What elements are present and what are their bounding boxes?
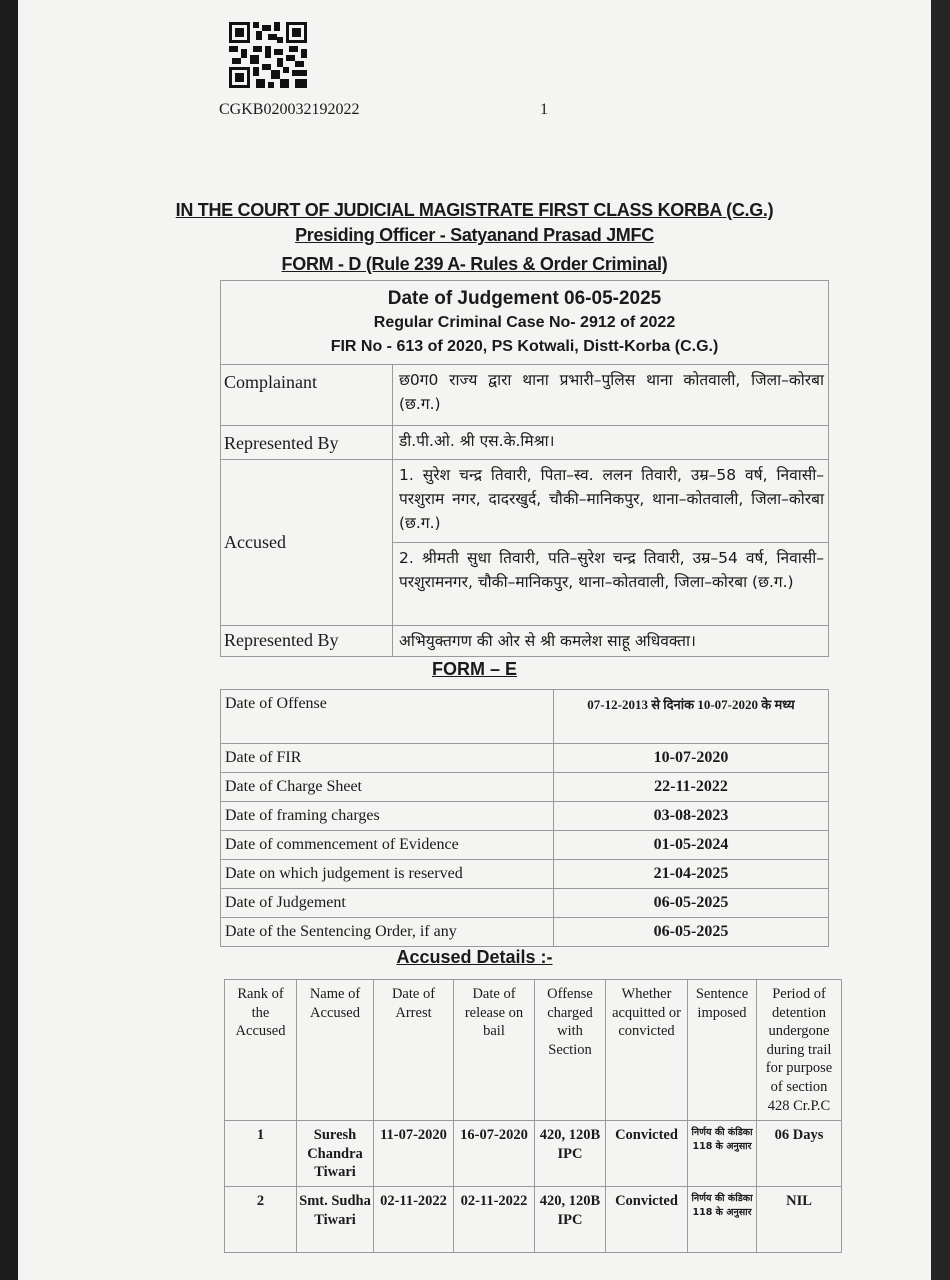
- form-e-label: Date of the Sentencing Order, if any: [221, 918, 554, 947]
- represented-by-value: डी.पी.ओ. श्री एस.के.मिश्रा।: [393, 426, 829, 460]
- table-cell: Convicted: [606, 1187, 688, 1253]
- accused-1: 1. सुरेश चन्द्र तिवारी, पिता–स्व. ललन तिवारी, उम्र–58 वर्ष, निवासी–परशुराम नगर, दादरखुर्द, चौकी–मानिकपुर, थाना–कोतवाली, जिला–कोरबा (छ.ग.): [393, 460, 829, 543]
- form-e-label: Date on which judgement is reserved: [221, 860, 554, 889]
- qr-code-icon: [229, 22, 307, 88]
- column-header: Sentence imposed: [688, 980, 757, 1121]
- accused-represented-by-value: अभियुक्तगण की ओर से श्री कमलेश साहू अधिवक्ता।: [393, 626, 829, 657]
- table-row: [221, 918, 829, 947]
- fir-number: FIR No - 613 of 2020, PS Kotwali, Distt-Korba (C.G.): [330, 338, 719, 355]
- form-e-value: 10-07-2020: [554, 744, 829, 773]
- form-e-label: Date of Charge Sheet: [221, 773, 554, 802]
- table-row: [221, 802, 829, 831]
- form-e-label: Date of Judgement: [221, 889, 554, 918]
- table-row: [225, 1187, 842, 1253]
- table-row: [221, 860, 829, 889]
- table-cell: 06 Days: [757, 1121, 842, 1187]
- column-header: Rank of the Accused: [225, 980, 297, 1121]
- table-cell: 16-07-2020: [454, 1121, 535, 1187]
- case-details-table: [220, 280, 829, 657]
- represented-by-label: Represented By: [221, 426, 393, 460]
- form-d-title: FORM - D (Rule 239 A- Rules & Order Criminal): [281, 254, 668, 274]
- form-e-label: Date of commencement of Evidence: [221, 831, 554, 860]
- accused-represented-by-label: Represented By: [221, 626, 393, 657]
- table-header-row: [225, 980, 842, 1121]
- column-header: Date of Arrest: [374, 980, 454, 1121]
- table-cell: Convicted: [606, 1121, 688, 1187]
- column-header: Period of detention undergone during trail for purpose of section 428 Cr.P.C: [757, 980, 842, 1121]
- accused-details-table: [224, 979, 842, 1253]
- form-e-label: Date of Offense: [221, 690, 554, 744]
- form-e-value: 21-04-2025: [554, 860, 829, 889]
- column-header: Name of Accused: [297, 980, 374, 1121]
- accused-2: 2. श्रीमती सुधा तिवारी, पति–सुरेश चन्द्र तिवारी, उम्र–54 वर्ष, निवासी–परशुरामनगर, चौकी–मानिकपुर, थाना–कोतवाली, जिला–कोरबा (छ.ग.): [393, 543, 829, 626]
- form-e-value: 06-05-2025: [554, 918, 829, 947]
- form-e-label: Date of framing charges: [221, 802, 554, 831]
- right-edge-strip: [931, 0, 950, 1280]
- accused-details-title: Accused Details :-: [396, 947, 553, 967]
- document-page: [18, 0, 931, 1280]
- form-e-value: 06-05-2025: [554, 889, 829, 918]
- case-number: Regular Criminal Case No- 2912 of 2022: [373, 314, 676, 331]
- accused-label: Accused: [221, 460, 393, 626]
- table-cell: निर्णय की कंडिका 118 के अनुसार: [688, 1187, 757, 1253]
- table-cell: Smt. Sudha Tiwari: [297, 1187, 374, 1253]
- table-cell: 2: [225, 1187, 297, 1253]
- presiding-officer: Presiding Officer - Satyanand Prasad JMFC: [295, 225, 654, 245]
- table-cell: 420, 120B IPC: [535, 1187, 606, 1253]
- judgement-date: Date of Judgement 06-05-2025: [387, 288, 662, 309]
- table-row: [221, 744, 829, 773]
- table-cell: NIL: [757, 1187, 842, 1253]
- form-e-label: Date of FIR: [221, 744, 554, 773]
- column-header: Date of release on bail: [454, 980, 535, 1121]
- table-cell: 11-07-2020: [374, 1121, 454, 1187]
- table-row: [221, 889, 829, 918]
- document-code: CGKB020032192022: [219, 101, 360, 118]
- table-row: [221, 773, 829, 802]
- form-e-value: 01-05-2024: [554, 831, 829, 860]
- table-cell: 02-11-2022: [454, 1187, 535, 1253]
- complainant-label: Complainant: [221, 365, 393, 426]
- form-e-value: 03-08-2023: [554, 802, 829, 831]
- column-header: Offense charged with Section: [535, 980, 606, 1121]
- form-e-table: [220, 689, 829, 947]
- form-e-title: FORM – E: [431, 659, 517, 679]
- case-header-cell: [221, 281, 829, 365]
- form-e-value: 07-12-2013 से दिनांक 10-07-2020 के मध्य: [554, 690, 829, 744]
- table-row: [221, 690, 829, 744]
- table-cell: Suresh Chandra Tiwari: [297, 1121, 374, 1187]
- table-cell: 420, 120B IPC: [535, 1121, 606, 1187]
- table-cell: 02-11-2022: [374, 1187, 454, 1253]
- page-number: 1: [540, 101, 548, 118]
- table-cell: 1: [225, 1121, 297, 1187]
- table-cell: निर्णय की कंडिका 118 के अनुसार: [688, 1121, 757, 1187]
- table-row: [225, 1121, 842, 1187]
- table-row: [221, 831, 829, 860]
- complainant-value: छ0ग0 राज्य द्वारा थाना प्रभारी–पुलिस थाना कोतवाली, जिला–कोरबा (छ.ग.): [393, 365, 829, 426]
- court-title: IN THE COURT OF JUDICIAL MAGISTRATE FIRST CLASS KORBA (C.G.): [175, 200, 774, 220]
- form-e-value: 22-11-2022: [554, 773, 829, 802]
- column-header: Whether acquitted or convicted: [606, 980, 688, 1121]
